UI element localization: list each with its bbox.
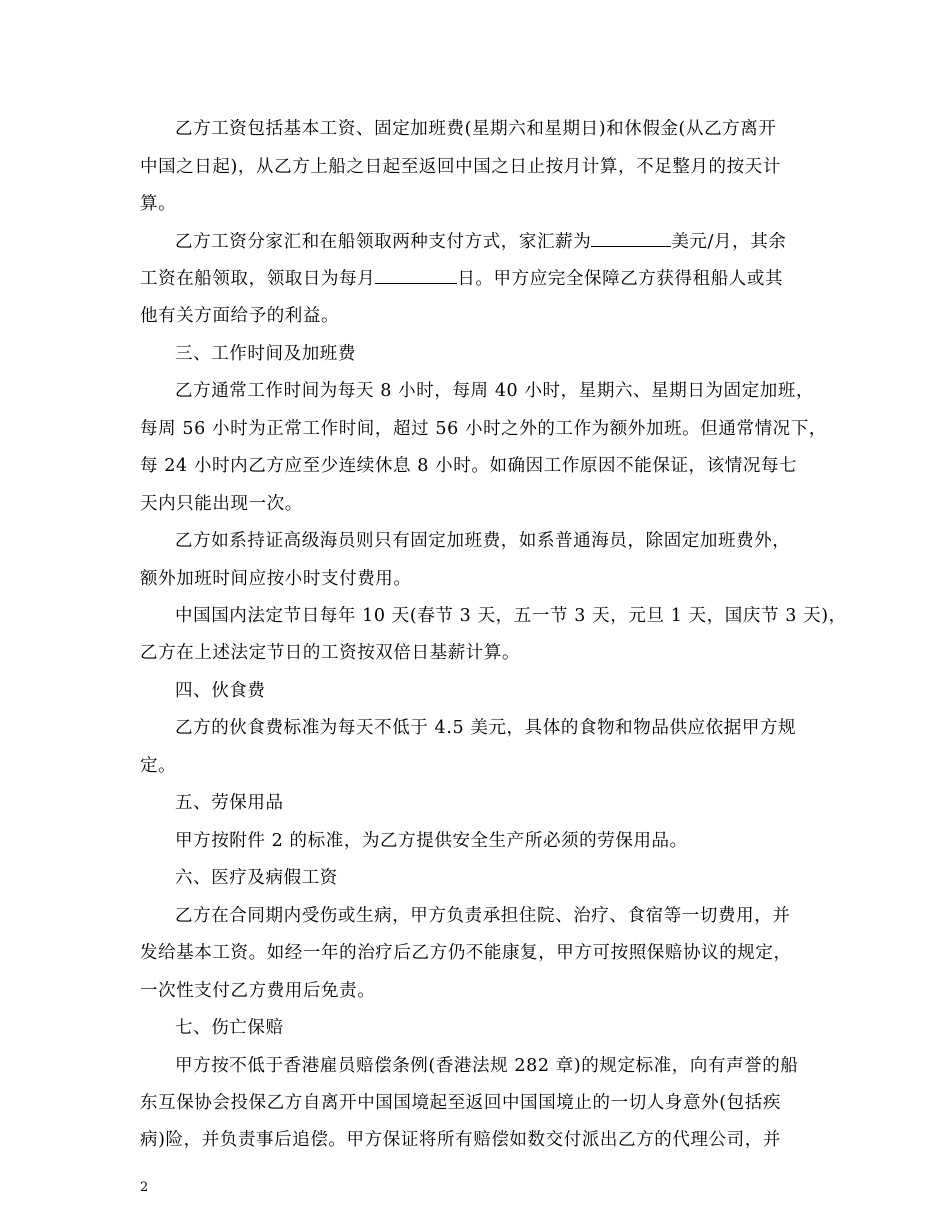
paragraph-medical-line-2: 发给基本工资。如经一年的治疗后乙方仍不能康复，甲方可按照保赔协议的规定，	[140, 943, 792, 963]
page-number: 2	[140, 1180, 149, 1195]
payment-day-text-2: 日。甲方应完全保障乙方获得租船人或其	[457, 269, 784, 289]
paragraph-payment-method-line-2	[140, 268, 783, 290]
paragraph-indemnity-line-3: 病)险，并负责事后追偿。甲方保证将所有赔偿如数交付派出乙方的代理公司，并	[140, 1130, 781, 1150]
paragraph-medical-line-3: 一次性支付乙方费用后免责。	[140, 981, 376, 1001]
paragraph-meal-allowance-line-1: 乙方的伙食费标准为每天不低于 4.5 美元，具体的食物和物品供应依据甲方规	[175, 718, 797, 738]
paragraph-working-hours-line-2: 每周 56 小时为正常工作时间，超过 56 小时之外的工作为额外加班。但通常情况下，	[140, 419, 827, 439]
paragraph-wage-composition-line-3: 算。	[140, 194, 177, 214]
payment-method-text-2: 美元/月，其余	[671, 232, 787, 252]
section-heading-injury-death-indemnity: 七、伤亡保赔	[175, 1018, 284, 1038]
paragraph-meal-allowance-line-2: 定。	[140, 756, 177, 776]
home-remittance-amount-blank	[591, 231, 671, 247]
section-heading-medical-sick-pay: 六、医疗及病假工资	[175, 868, 338, 888]
paragraph-indemnity-line-2: 东互保协会投保乙方自离开中国国境起至返回中国国境止的一切人身意外(包括疾	[140, 1093, 781, 1113]
paragraph-protective-equipment: 甲方按附件 2 的标准，为乙方提供安全生产所必须的劳保用品。	[175, 831, 688, 851]
paragraph-working-hours-line-4: 天内只能出现一次。	[140, 494, 303, 514]
section-heading-protective-equipment: 五、劳保用品	[175, 793, 284, 813]
paragraph-holidays-line-1: 中国国内法定节日每年 10 天(春节 3 天，五一节 3 天，元旦 1 天，国庆节 3 天)，	[175, 606, 847, 626]
payment-day-text-1: 工资在船领取，领取日为每月	[140, 269, 376, 289]
paragraph-wage-composition-line-2: 中国之日起)，从乙方上船之日起至返回中国之日止按月计算，不足整月的按天计	[140, 157, 781, 177]
paragraph-indemnity-line-1: 甲方按不低于香港雇员赔偿条例(香港法规 282 章)的规定标准，向有声誉的船	[175, 1056, 799, 1076]
payment-day-blank	[375, 268, 457, 284]
paragraph-working-hours-line-1: 乙方通常工作时间为每天 8 小时，每周 40 小时，星期六、星期日为固定加班，	[175, 381, 815, 401]
paragraph-holidays-line-2: 乙方在上述法定节日的工资按双倍日基薪计算。	[140, 643, 521, 663]
paragraph-working-hours-line-3: 每 24 小时内乙方应至少连续休息 8 小时。如确因工作原因不能保证，该情况每七	[140, 456, 798, 476]
paragraph-overtime-line-1: 乙方如系持证高级海员则只有固定加班费，如系普通海员，除固定加班费外，	[175, 531, 791, 551]
paragraph-wage-composition-line-1: 乙方工资包括基本工资、固定加班费(星期六和星期日)和休假金(从乙方离开	[175, 119, 777, 139]
payment-method-text-1: 乙方工资分家汇和在船领取两种支付方式，家汇薪为	[175, 232, 592, 252]
paragraph-overtime-line-2: 额外加班时间应按小时支付费用。	[140, 569, 412, 589]
section-heading-meal-allowance: 四、伙食费	[175, 681, 266, 701]
section-heading-working-hours: 三、工作时间及加班费	[175, 344, 356, 364]
paragraph-payment-method-line-3: 他有关方面给予的利益。	[140, 306, 340, 326]
paragraph-payment-method-line-1	[175, 231, 786, 253]
paragraph-medical-line-1: 乙方在合同期内受伤或生病，甲方负责承担住院、治疗、食宿等一切费用，并	[175, 906, 791, 926]
